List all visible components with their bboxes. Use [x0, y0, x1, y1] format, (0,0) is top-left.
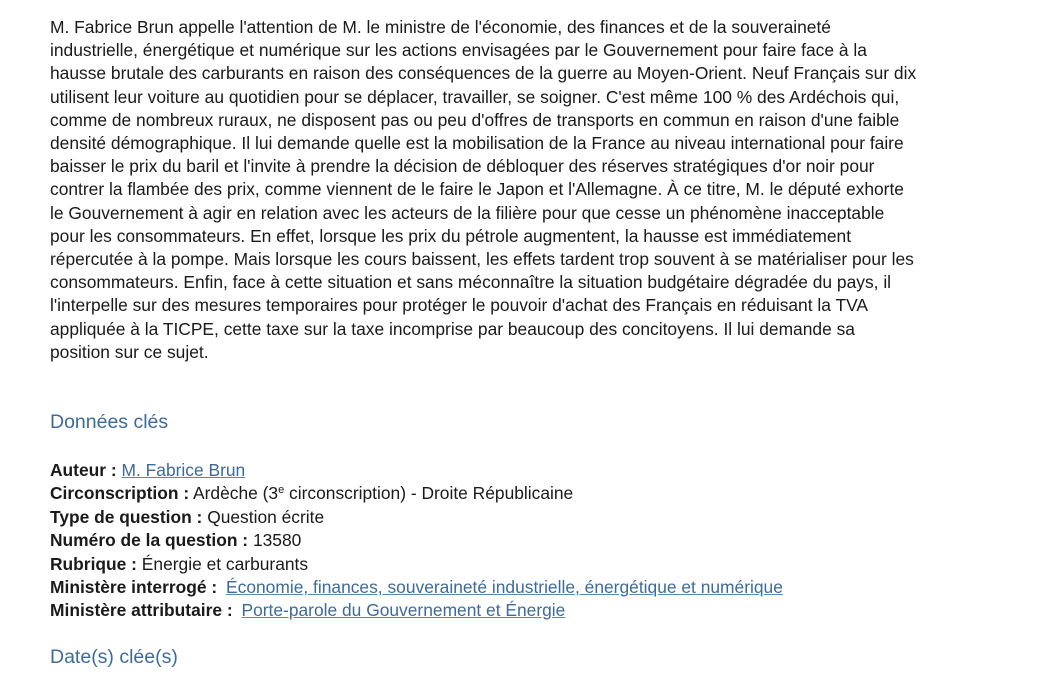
constituency-label: Circonscription :: [50, 483, 190, 504]
question-number-label: Numéro de la question :: [50, 530, 249, 551]
ministry-asked-row: [50, 576, 787, 599]
question-text-line: hausse brutale des carburants en raison des conséquences de la guerre au Moyen-Orient. Neuf Français sur dix: [50, 63, 917, 84]
rubric-row: [50, 553, 787, 576]
question-number-value: 13580: [252, 530, 302, 551]
constituency-ordinal: e: [278, 484, 285, 497]
question-text-line: contrer la flambée des prix, comme viennent de le faire le Japon et l'Allemagne. À ce titre, M. le député exhorte: [50, 179, 904, 200]
question-text-line: M. Fabrice Brun appelle l'attention de M. le ministre de l'économie, des finances et de la souveraineté: [50, 17, 831, 37]
key-data-heading: Données clés: [50, 411, 169, 433]
question-type-value: Question écrite: [207, 506, 325, 527]
author-link[interactable]: M. Fabrice Brun: [121, 460, 246, 480]
question-type-label: Type de question :: [50, 506, 203, 527]
key-dates-heading: Date(s) clée(s): [50, 646, 178, 668]
rubric-label: Rubrique :: [50, 553, 137, 574]
ministry-assigned-row: [50, 599, 787, 622]
question-text-line: appliquée à la TICPE, cette taxe sur la taxe incomprise par beaucoup des concitoyens. Il lui demande sa: [50, 318, 855, 339]
question-text-line: utilisent leur voiture au quotidien pour se déplacer, travailler, se soigner. C'est même 100 % des Ardéchois qui,: [50, 86, 900, 107]
ministry-assigned-link[interactable]: Porte-parole du Gouvernement et Énergie: [241, 600, 566, 621]
question-text-line: consommateurs. Enfin, face à cette situation et sans méconnaître la situation budgétaire dégradée du pays, il: [50, 272, 892, 293]
author-row: [50, 459, 787, 482]
question-text-line: répercutée à la pompe. Mais lorsque les cours baissent, les effets tardent trop souvent à se matérialiser pour les: [50, 249, 914, 270]
author-label: Auteur :: [50, 460, 117, 480]
ministry-asked-label: Ministère interrogé :: [50, 577, 218, 598]
question-text-line: l'interpelle sur des mesures temporaires pour protéger le pouvoir d'achat des Français en réduisant la TVA: [50, 295, 868, 316]
ministry-asked-link[interactable]: Économie, finances, souveraineté industrielle, énergétique et numérique: [226, 577, 783, 598]
question-type-row: [50, 506, 787, 529]
constituency-value: [193, 483, 573, 503]
document-page: [50, 16, 1010, 668]
key-data-list: [50, 459, 787, 623]
constituency-value-start: Ardèche (3: [193, 483, 279, 504]
rubric-value: Énergie et carburants: [141, 553, 309, 574]
question-text-line: comme de nombreux ruraux, ne disposent pas ou peu d'offres de transports en commun en raison d'une faible: [50, 109, 900, 130]
ministry-assigned-label: Ministère attributaire :: [50, 600, 233, 621]
constituency-row: [50, 482, 787, 505]
question-text: [50, 16, 1010, 364]
question-text-line: densité démographique. Il lui demande quelle est la mobilisation de la France au niveau international pour faire: [50, 133, 904, 154]
question-text-line: baisser le prix du baril et l'invite à prendre la décision de débloquer des réserves stratégiques d'or noir pour: [50, 156, 875, 177]
question-number-row: [50, 529, 787, 552]
question-text-line: le Gouvernement à agir en relation avec les acteurs de la filière pour que cesse un phénomène inacceptable: [50, 202, 885, 223]
question-text-line: position sur ce sujet.: [50, 341, 209, 362]
constituency-value-end: circonscription) - Droite Républicaine: [284, 483, 574, 504]
question-text-line: pour les consommateurs. En effet, lorsque les prix du pétrole augmentent, la hausse est immédiatement: [50, 225, 852, 246]
question-text-line: industrielle, énergétique et numérique sur les actions envisagées par le Gouvernement pour faire face à la: [50, 40, 867, 61]
